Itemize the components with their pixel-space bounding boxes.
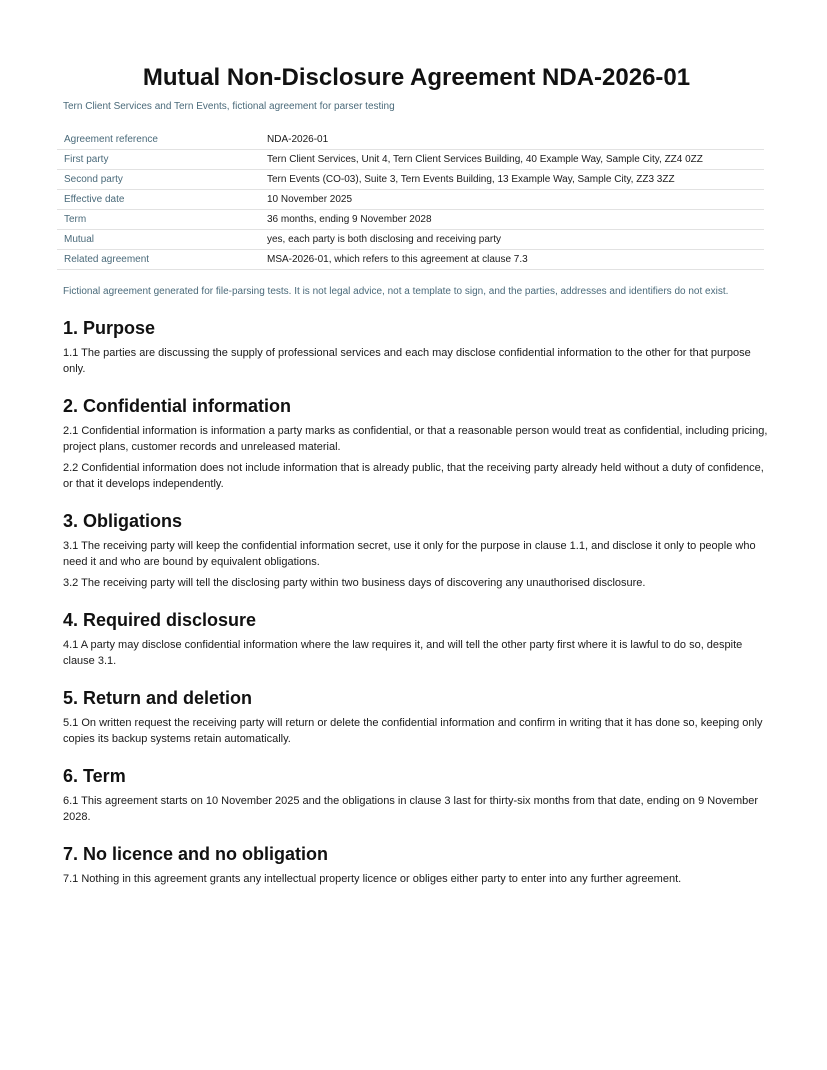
table-row	[57, 210, 764, 230]
agreement-details-table	[57, 130, 764, 270]
clause: 6.1 This agreement starts on 10 November 2025 and the obligations in clause 3 last for thirty-six months from that date, ending on 9 November 2028.	[63, 795, 759, 823]
section-return-and-deletion	[63, 687, 770, 747]
section-heading: 2. Confidential information	[63, 396, 291, 416]
table-row	[57, 250, 764, 270]
clause: 5.1 On written request the receiving party will return or delete the confidential information and confirm in writing that it has done so, keeping only copies its backup systems retain automatically.	[63, 717, 763, 745]
detail-label: Second party	[57, 170, 260, 190]
section-term	[63, 765, 770, 825]
clause: 2.2 Confidential information does not include information that is already public, that the receiving party already held without a duty of confidence, or that it develops independently.	[63, 462, 764, 490]
detail-value: 36 months, ending 9 November 2028	[260, 210, 764, 230]
detail-label: Effective date	[57, 190, 260, 210]
table-row	[57, 230, 764, 250]
detail-value: 10 November 2025	[260, 190, 764, 210]
detail-label: First party	[57, 150, 260, 170]
clause: 1.1 The parties are discussing the supply of professional services and each may disclose confidential information to the other for that purpose only.	[63, 347, 751, 375]
detail-value: Tern Events (CO-03), Suite 3, Tern Events Building, 13 Example Way, Sample City, ZZ3 3ZZ	[260, 170, 764, 190]
detail-value: NDA-2026-01	[260, 130, 764, 150]
clause: 3.1 The receiving party will keep the confidential information secret, use it only for the purpose in clause 1.1, and disclose it only to people who need it and who are bound by equivalent obligations.	[63, 540, 756, 568]
clause: 7.1 Nothing in this agreement grants any intellectual property licence or obliges either party to enter into any further agreement.	[63, 873, 682, 885]
table-row	[57, 130, 764, 150]
table-row	[57, 150, 764, 170]
detail-value: Tern Client Services, Unit 4, Tern Client Services Building, 40 Example Way, Sample City, ZZ4 0ZZ	[260, 150, 764, 170]
detail-label: Term	[57, 210, 260, 230]
section-heading: 6. Term	[63, 766, 126, 786]
section-confidential-information	[63, 395, 770, 492]
clause: 4.1 A party may disclose confidential information where the law requires it, and will tell the other party first where it is lawful to do so, despite clause 3.1.	[63, 639, 743, 667]
table-row	[57, 190, 764, 210]
clause: 3.2 The receiving party will tell the disclosing party within two business days of discovering any unauthorised disclosure.	[63, 577, 646, 589]
section-obligations	[63, 510, 770, 591]
detail-value: yes, each party is both disclosing and receiving party	[260, 230, 764, 250]
section-purpose	[63, 317, 770, 377]
detail-label: Mutual	[57, 230, 260, 250]
section-heading: 3. Obligations	[63, 511, 183, 531]
table-row	[57, 170, 764, 190]
section-no-licence	[63, 843, 770, 887]
detail-value: MSA-2026-01, which refers to this agreement at clause 7.3	[260, 250, 764, 270]
section-heading: 5. Return and deletion	[63, 688, 253, 708]
section-heading: 1. Purpose	[63, 318, 156, 338]
clause: 2.1 Confidential information is information a party marks as confidential, or that a reasonable person would treat as confidential, including pricing, project plans, customer records and unreleased material.	[63, 425, 768, 453]
detail-label: Related agreement	[57, 250, 260, 270]
fictional-notice: Fictional agreement generated for file-parsing tests. It is not legal advice, not a template to sign, and the parties, addresses and identifiers do not exist.	[63, 286, 729, 297]
document-title: Mutual Non-Disclosure Agreement NDA-2026-01	[142, 64, 691, 91]
section-heading: 4. Required disclosure	[63, 610, 257, 630]
section-required-disclosure	[63, 609, 770, 669]
detail-label: Agreement reference	[57, 130, 260, 150]
section-heading: 7. No licence and no obligation	[63, 844, 329, 864]
document-subtitle: Tern Client Services and Tern Events, fictional agreement for parser testing	[63, 101, 395, 112]
